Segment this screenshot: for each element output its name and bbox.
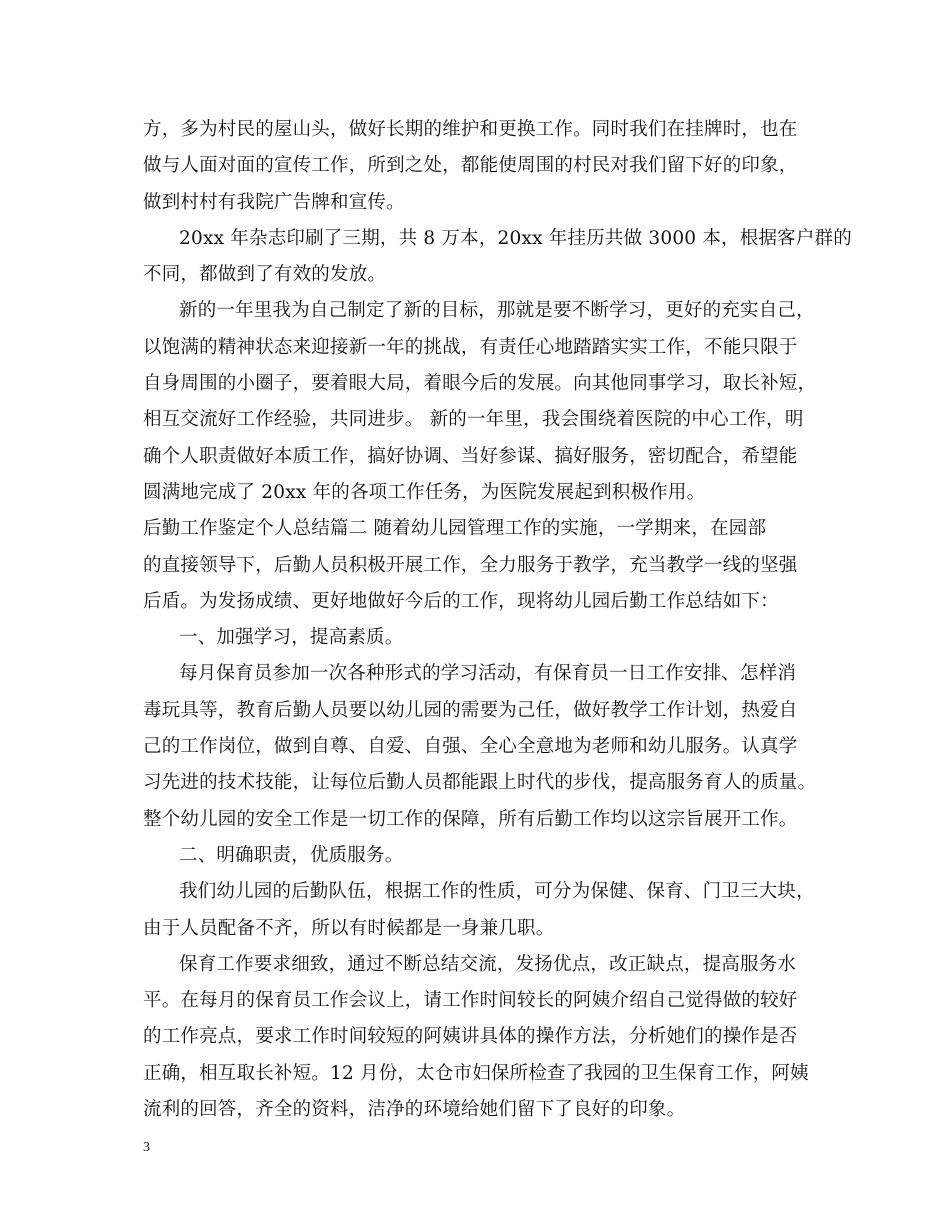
text-line: 的直接领导下，后勤人员积极开展工作，全力服务于教学，充当教学一线的坚强 [143, 554, 798, 576]
page-number: 3 [143, 1140, 150, 1155]
text-line: 自身周围的小圈子，要着眼大局，着眼今后的发展。向其他同事学习，取长补短， [143, 373, 817, 395]
text-line: 己的工作岗位，做到自尊、自爱、自强、全心全意地为老师和幼儿服务。认真学 [143, 736, 798, 758]
text-line: 后盾。为发扬成绩、更好地做好今后的工作，现将幼儿园后勤工作总结如下： [143, 590, 779, 612]
text-line: 由于人员配备不齐，所以有时候都是一身兼几职。 [143, 917, 555, 939]
text-line: 整个幼儿园的安全工作是一切工作的保障，所有后勤工作均以这宗旨展开工作。 [143, 808, 798, 830]
text-line: 做与人面对面的宣传工作，所到之处，都能使周围的村民对我们留下好的印象， [143, 155, 798, 177]
text-line: 相互交流好工作经验，共同进步。 新的一年里，我会围绕着医院的中心工作，明 [143, 409, 804, 431]
text-line: 保育工作要求细致，通过不断总结交流，发扬优点，改正缺点，提高服务水 [179, 953, 797, 975]
text-line: 正确，相互取长补短。12 月份，太仓市妇保所检查了我园的卫生保育工作，阿姨 [143, 1062, 809, 1084]
text-line: 确个人职责做好本质工作，搞好协调、当好参谋、搞好服务，密切配合，希望能 [143, 445, 798, 467]
text-line: 做到村村有我院广告牌和宣传。 [143, 191, 405, 213]
subheading-1: 一、加强学习，提高素质。 [179, 627, 404, 649]
text-line: 20xx 年杂志印刷了三期，共 8 万本，20xx 年挂历共做 3000 本，根据客户群的 [179, 227, 852, 249]
text-line: 流利的回答，齐全的资料，洁净的环境给她们留下了良好的印象。 [143, 1099, 686, 1121]
text-line: 以饱满的精神状态来迎接新一年的挑战，有责任心地踏踏实实工作，不能只限于 [143, 336, 798, 358]
section-heading-line: 后勤工作鉴定个人总结篇二 随着幼儿园管理工作的实施，一学期来，在园部 [143, 518, 767, 540]
text-line: 每月保育员参加一次各种形式的学习活动，有保育员一日工作安排、怎样消 [179, 663, 797, 685]
text-line: 毒玩具等，教育后勤人员要以幼儿园的需要为己任，做好教学工作计划，热爱自 [143, 699, 798, 721]
text-line: 方，多为村民的屋山头，做好长期的维护和更换工作。同时我们在挂牌时，也在 [143, 119, 798, 140]
text-line: 圆满地完成了 20xx 年的各项工作任务，为医院发展起到积极作用。 [143, 481, 706, 503]
text-line: 平。在每月的保育员工作会议上，请工作时间较长的阿姨介绍自己觉得做的较好 [143, 990, 798, 1012]
text-line: 习先进的技术技能，让每位后勤人员都能跟上时代的步伐，提高服务育人的质量。 [143, 772, 817, 794]
text-line: 新的一年里我为自己制定了新的目标，那就是要不断学习，更好的充实自己， [179, 300, 815, 322]
text-line: 我们幼儿园的后勤队伍，根据工作的性质，可分为保健、保育、门卫三大块， [179, 881, 815, 903]
text-line: 的工作亮点，要求工作时间较短的阿姨讲具体的操作方法，分析她们的操作是否 [143, 1026, 798, 1048]
subheading-2: 二、明确职责，优质服务。 [179, 844, 404, 866]
document-body [143, 112, 852, 1128]
text-line: 不同，都做到了有效的发放。 [143, 264, 387, 286]
